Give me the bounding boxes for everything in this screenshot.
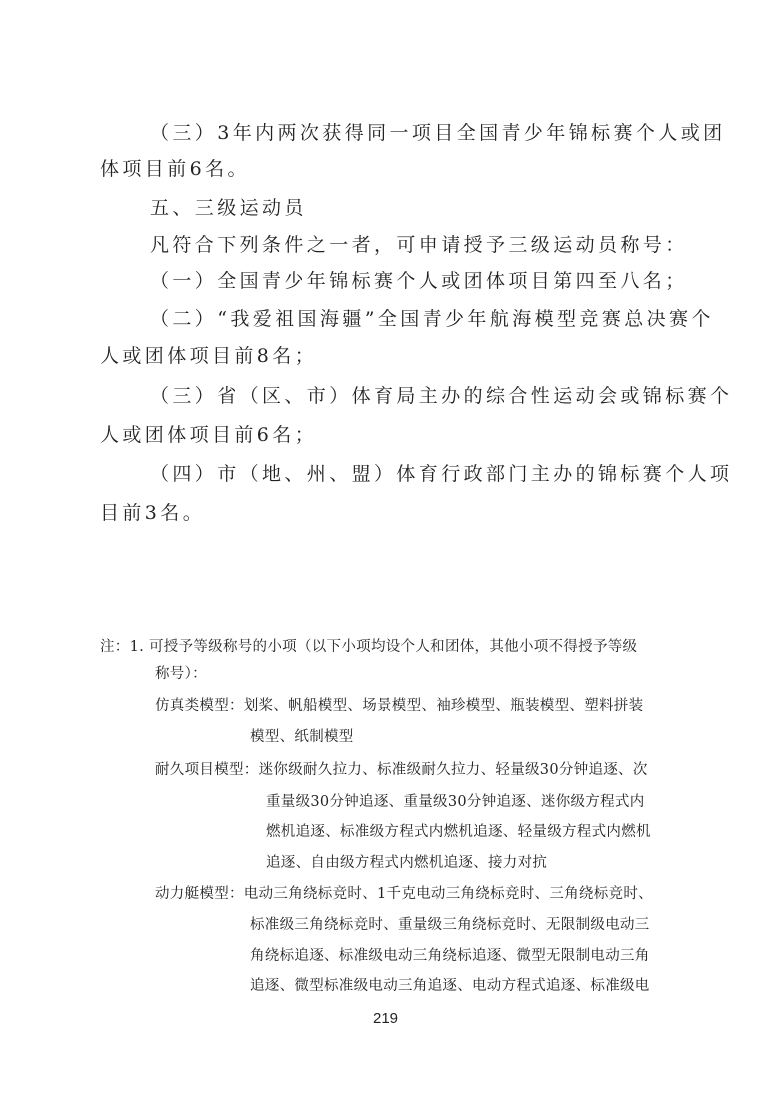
note-line: 追逐、微型标准级电动三角追逐、电动方程式追逐、标准级电 [250,978,650,994]
page-number: 219 [373,1010,399,1027]
note-line: 标准级三角绕标竞时、重量级三角绕标竞时、无限制级电动三 [250,917,650,933]
body-line: （三）3年内两次获得同一项目全国青少年锦标赛个人或团 [150,122,726,144]
body-line: （四）市（地、州、盟）体育行政部门主办的锦标赛个人项 [150,463,733,485]
note-line: 耐久项目模型：迷你级耐久拉力、标准级耐久拉力、轻量级30分钟追逐、次 [155,762,648,778]
note-line: 模型、纸制模型 [250,729,354,745]
note-line: 追逐、自由级方程式内燃机追逐、接力对抗 [266,855,548,871]
note-line: 重量级30分钟追逐、重量级30分钟追逐、迷你级方程式内 [266,794,645,810]
body-line: 人或团体项目前8名； [100,345,318,367]
body-line: （二）“我爱祖国海疆”全国青少年航海模型竞赛总决赛个 [150,308,714,330]
note-line: 角绕标追逐、标准级电动三角绕标追逐、微型无限制电动三角 [250,948,650,964]
note-line: 燃机追逐、标准级方程式内燃机追逐、轻量级方程式内燃机 [266,824,651,840]
note-line: 称号）： [155,666,207,682]
body-line: （一）全国青少年锦标赛个人或团体项目第四至八名； [150,270,688,292]
body-line: 目前3名。 [100,502,206,524]
section-heading: 五、三级运动员 [150,197,307,219]
body-line: 人或团体项目前6名； [100,424,318,446]
body-line: 凡符合下列条件之一者，可申请授予三级运动员称号： [150,234,688,256]
note-line: 仿真类模型：划桨、帆船模型、场景模型、袖珍模型、瓶装模型、塑料拼装 [155,698,644,714]
note-line: 注：1. 可授予等级称号的小项（以下小项均设个人和团体，其他小项不得授予等级 [100,639,638,655]
note-line: 动力艇模型：电动三角绕标竞时、1千克电动三角绕标竞时、三角绕标竞时、 [155,886,653,902]
body-line: 体项目前6名。 [100,158,250,180]
body-line: （三）省（区、市）体育局主办的综合性运动会或锦标赛个 [150,385,733,407]
